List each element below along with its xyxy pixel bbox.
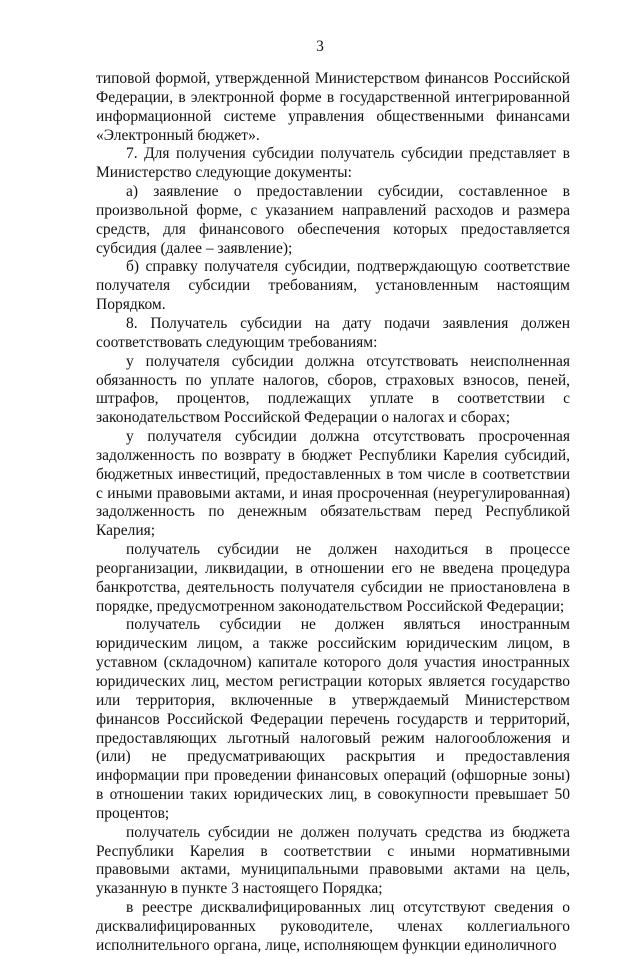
paragraph-requirement-other-funds: получатель субсидии не должен получать средства из бюджета Республики Карелия в соответствии с иными нормативными правовыми актами, муниципальными правовыми актами на цель, указанную в пункте 3 настоящего Порядка; [96,823,570,898]
paragraph-item-7: 7. Для получения субсидии получатель субсидии представляет в Министерство следующие документы: [96,145,570,182]
paragraph-requirement-debt: у получателя субсидии должна отсутствовать просроченная задолженность по возврату в бюджет Республики Карелия субсидий, бюджетных инвестиций, предоставленных в том числе в соответствии с иными правовыми актами, и иная просроченная (неурегулированная) задолженность по денежным обязательствам перед Республикой Карелия; [96,428,570,540]
paragraph-requirement-taxes: у получателя субсидии должна отсутствовать неисполненная обязанность по уплате налогов, сборов, страховых взносов, пеней, штрафов, процентов, подлежащих уплате в соответствии с законодательством Российской Федерации о налогах и сборах; [96,352,570,427]
paragraph-subitem-b: б) справку получателя субсидии, подтверждающую соответствие получателя субсидии требованиям, установленным настоящим Порядком. [96,258,570,314]
paragraph-requirement-reorganization: получатель субсидии не должен находиться в процессе реорганизации, ликвидации, в отношении его не введена процедура банкротства, деятельность получателя субсидии не приостановлена в порядке, предусмотренном законодательством Российской Федерации; [96,541,570,615]
paragraph-continuation: типовой формой, утвержденной Министерством финансов Российской Федерации, в электронной форме в государственной интегрированной информационной системе управления общественными финансами «Электронный бюджет». [96,70,570,144]
paragraph-requirement-foreign-entity: получатель субсидии не должен являться иностранным юридическим лицом, а также российским юридическим лицом, в уставном (складочном) капитале которого доля участия иностранных юридических лиц, местом регистрации которых является государство или территория, включенные в утверждаемый Министерством финансов Российской Федерации перечень государств и территорий, предоставляющих льготный налоговый режим налогообложения и (или) не предусматривающих раскрытия и предоставления информации при проведении финансовых операций (офшорные зоны) в отношении таких юридических лиц, в совокупности превышает 50 процентов; [96,616,570,822]
paragraph-requirement-disqualified: в реестре дисквалифицированных лиц отсутствуют сведения о дисквалифицированных руководителе, членах коллегиального исполнительного органа, лице, исполняющем функции единоличного [96,899,570,954]
paragraph-subitem-a: а) заявление о предоставлении субсидии, составленное в произвольной форме, с указанием направлений расходов и размера средств, для финансового обеспечения которых предоставляется субсидия (далее – заявление); [96,183,570,257]
page-number: 3 [316,38,324,55]
document-body [96,70,570,956]
paragraph-item-8: 8. Получатель субсидии на дату подачи заявления должен соответствовать следующим требованиям: [96,314,570,351]
